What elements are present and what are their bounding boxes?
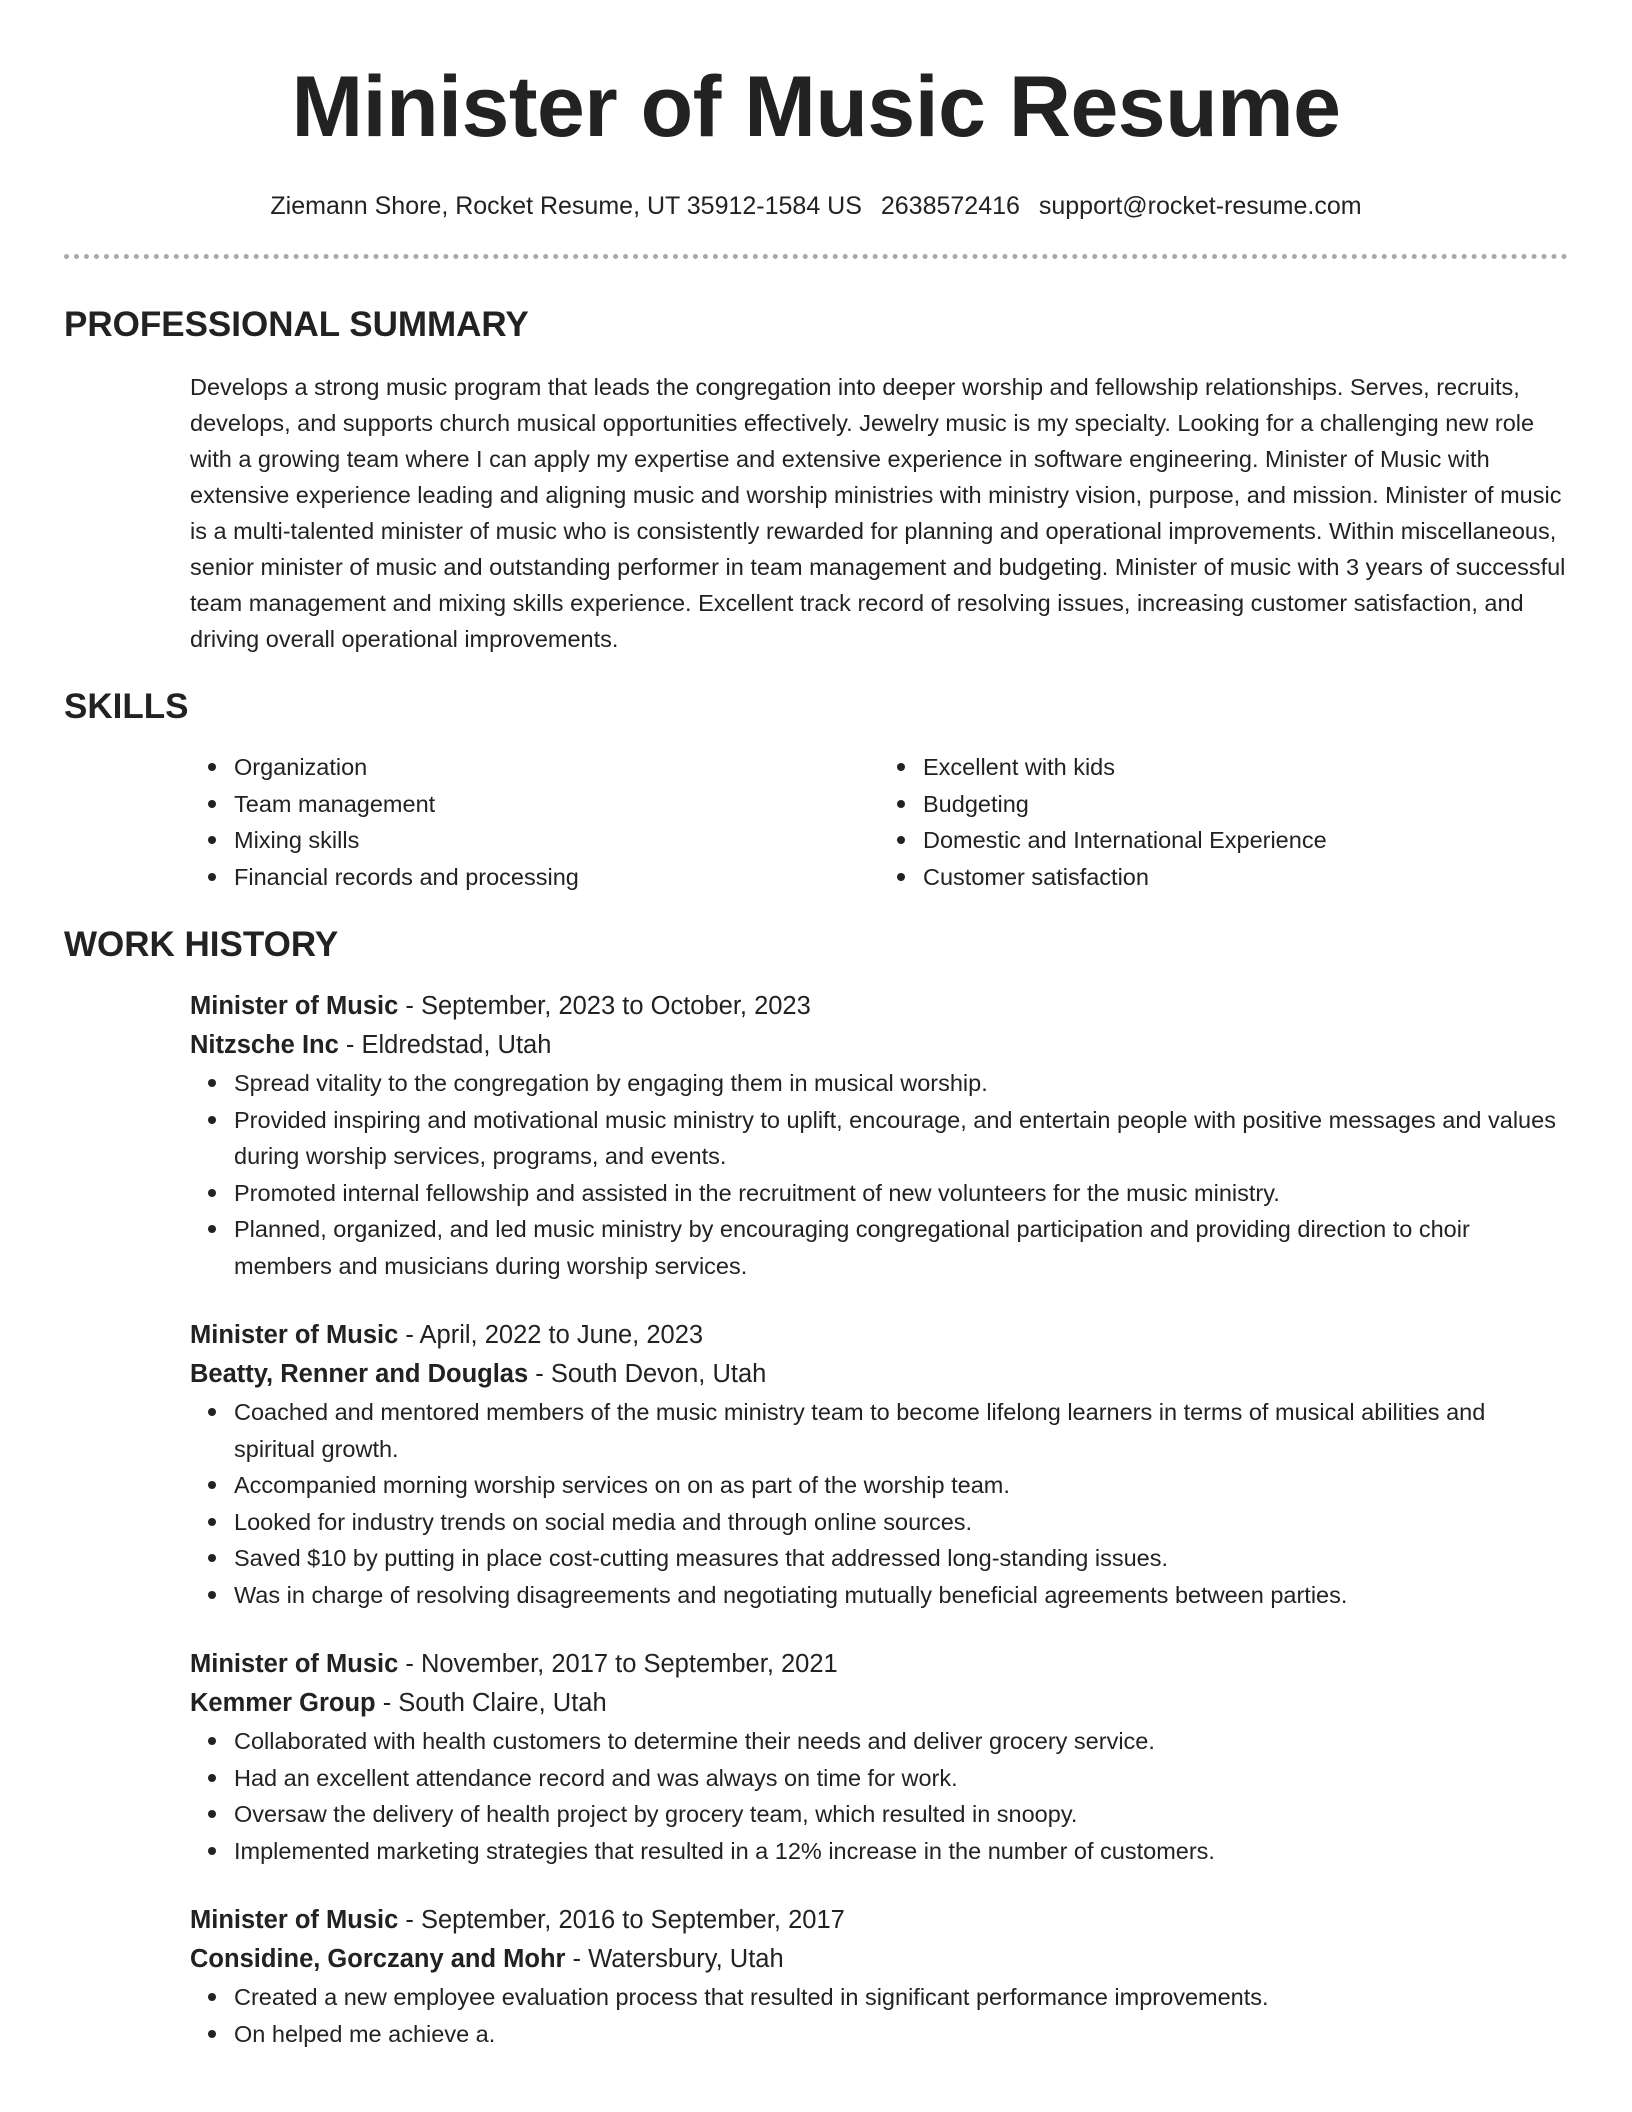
summary-text: Develops a strong music program that leads the congregation into deeper worship and fellowship relationships. Serves, recruits, develops, and supports church musical opportunities effectively. Jewelry music is my specialty. Looking for a challenging new role with a growing team where I can apply my expertise and extensive experience in software engineering. Minister of Music with extensive experience leading and aligning music and worship ministries with ministry vision, purpose, and mission. Minister of music is a multi-talented minister of music who is consistently rewarded for planning and operational improvements. Within miscellaneous, senior minister of music and outstanding performer in team management and budgeting. Minister of music with 3 years of successful team management and mixing skills experience. Excellent track record of resolving issues, increasing customer satisfaction, and driving overall operational improvements. xyxy=(190,374,1566,652)
contact-line xyxy=(64,190,1568,222)
job-dates: - November, 2017 to September, 2021 xyxy=(398,1650,838,1678)
job-bullet: Accompanied morning worship services on on as part of the worship team. xyxy=(234,1467,1568,1504)
job-title: Minister of Music xyxy=(190,992,399,1020)
job-bullet: Looked for industry trends on social media and through online sources. xyxy=(234,1504,1568,1541)
job-entry xyxy=(190,987,1568,1284)
job-company-line xyxy=(190,1026,1568,1065)
job-location: - Watersbury, Utah xyxy=(565,1945,784,1973)
work-history-heading: WORK HISTORY xyxy=(64,925,339,964)
job-title: Minister of Music xyxy=(190,1321,399,1349)
skill-item: Team management xyxy=(234,786,879,823)
job-bullet: Collaborated with health customers to determine their needs and deliver grocery service. xyxy=(234,1723,1568,1760)
header-divider xyxy=(64,254,1568,259)
job-bullet: Promoted internal fellowship and assisted in the recruitment of new volunteers for the music ministry. xyxy=(234,1175,1568,1212)
skills-column-left xyxy=(190,749,879,895)
resume-page xyxy=(64,0,1568,2052)
job-company: Kemmer Group xyxy=(190,1689,376,1717)
job-location: - South Devon, Utah xyxy=(528,1360,767,1388)
job-company-line xyxy=(190,1684,1568,1723)
job-location: - Eldredstad, Utah xyxy=(338,1031,552,1059)
job-location: - South Claire, Utah xyxy=(375,1689,607,1717)
skill-item: Excellent with kids xyxy=(923,749,1568,786)
skills-grid xyxy=(190,749,1568,895)
job-bullet: On helped me achieve a. xyxy=(234,2016,1568,2053)
job-title-line xyxy=(190,1901,1568,1940)
job-company: Considine, Gorczany and Mohr xyxy=(190,1945,566,1973)
job-bullet: Coached and mentored members of the music ministry team to become lifelong learners in terms of musical abilities and spiritual growth. xyxy=(234,1394,1568,1467)
job-company: Nitzsche Inc xyxy=(190,1031,339,1059)
job-bullets xyxy=(190,1394,1568,1613)
job-bullet: Oversaw the delivery of health project by grocery team, which resulted in snoopy. xyxy=(234,1796,1568,1833)
job-title-line xyxy=(190,1645,1568,1684)
job-bullets xyxy=(190,1065,1568,1284)
skill-item: Mixing skills xyxy=(234,822,879,859)
contact-phone: 2638572416 xyxy=(880,192,1020,220)
job-company-line xyxy=(190,1940,1568,1979)
job-entry xyxy=(190,1645,1568,1869)
job-bullet: Saved $10 by putting in place cost-cutting measures that addressed long-standing issues. xyxy=(234,1540,1568,1577)
job-bullet: Created a new employee evaluation process that resulted in significant performance improvements. xyxy=(234,1979,1568,2016)
summary-section xyxy=(64,303,1568,657)
job-title-line xyxy=(190,1316,1568,1355)
job-dates: - September, 2016 to September, 2017 xyxy=(398,1906,845,1934)
job-title-line xyxy=(190,987,1568,1026)
resume-title: Minister of Music Resume xyxy=(291,59,1341,155)
job-entry xyxy=(190,1316,1568,1613)
contact-address: Ziemann Shore, Rocket Resume, UT 35912-1584 US xyxy=(270,192,862,220)
job-dates: - April, 2022 to June, 2023 xyxy=(398,1321,704,1349)
job-bullet: Was in charge of resolving disagreements and negotiating mutually beneficial agreements between parties. xyxy=(234,1577,1568,1614)
job-bullet: Planned, organized, and led music ministry by encouraging congregational participation and providing direction to choir members and musicians during worship services. xyxy=(234,1211,1568,1284)
skill-item: Financial records and processing xyxy=(234,859,879,896)
job-bullets xyxy=(190,1723,1568,1869)
job-company-line xyxy=(190,1355,1568,1394)
summary-heading: PROFESSIONAL SUMMARY xyxy=(64,305,529,344)
job-bullet: Had an excellent attendance record and was always on time for work. xyxy=(234,1760,1568,1797)
job-dates: - September, 2023 to October, 2023 xyxy=(398,992,811,1020)
skill-item: Budgeting xyxy=(923,786,1568,823)
job-title: Minister of Music xyxy=(190,1650,399,1678)
skill-item: Domestic and International Experience xyxy=(923,822,1568,859)
job-bullet: Implemented marketing strategies that resulted in a 12% increase in the number of customers. xyxy=(234,1833,1568,1870)
job-company: Beatty, Renner and Douglas xyxy=(190,1360,529,1388)
contact-email: support@rocket-resume.com xyxy=(1038,192,1362,220)
skills-heading: SKILLS xyxy=(64,687,189,726)
job-bullet: Provided inspiring and motivational music ministry to uplift, encourage, and entertain people with positive messages and values during worship services, programs, and events. xyxy=(234,1102,1568,1175)
job-bullets xyxy=(190,1979,1568,2052)
skills-column-right xyxy=(879,749,1568,895)
job-title: Minister of Music xyxy=(190,1906,399,1934)
job-entry xyxy=(190,1901,1568,2052)
skill-item: Organization xyxy=(234,749,879,786)
skills-section xyxy=(64,685,1568,895)
skill-item: Customer satisfaction xyxy=(923,859,1568,896)
work-history-section xyxy=(64,923,1568,2052)
job-bullet: Spread vitality to the congregation by engaging them in musical worship. xyxy=(234,1065,1568,1102)
